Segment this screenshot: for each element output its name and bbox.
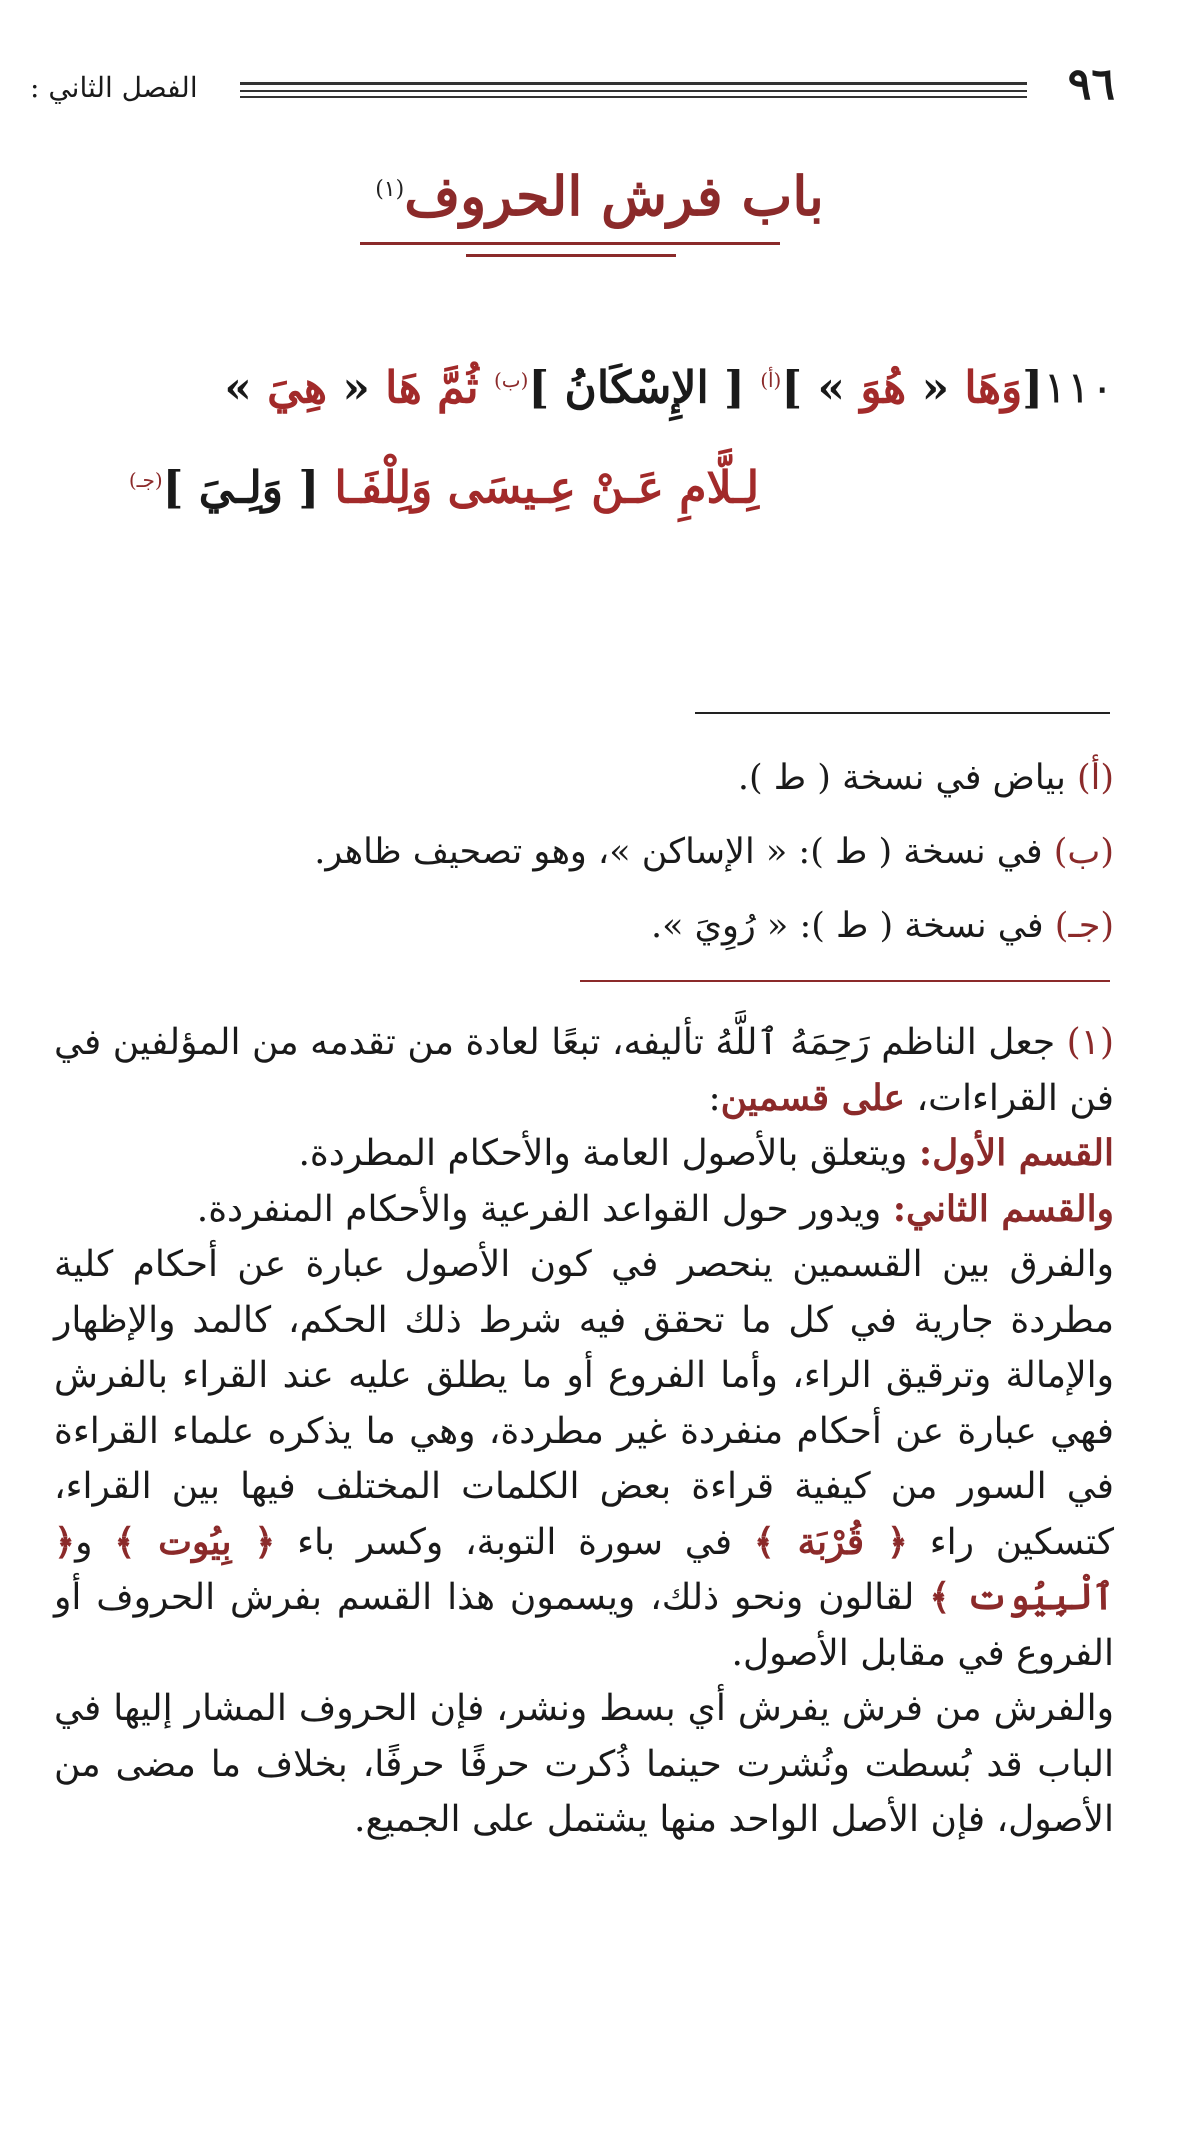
title-underline	[466, 254, 676, 257]
header-rule	[240, 82, 1027, 85]
header-rule	[240, 96, 1027, 98]
verse-word: وَهَا	[964, 362, 1023, 414]
commentary-text: ويتعلق بالأصول العامة والأحكام المطردة.	[298, 1133, 919, 1174]
note-mark: (أ)	[1076, 758, 1114, 798]
note-text: في نسخة ( ط ): « رُوِيَ ».	[650, 906, 1055, 946]
verse-word: وَلِلْفَـا	[334, 462, 433, 514]
verse-text: » ]	[781, 362, 861, 414]
verse-word: لِـلَّامِ	[679, 462, 759, 514]
commentary-text: والفرق بين القسمين ينحصر في كون الأصول عبارة عن أحكام كلية مطردة جارية في كل ما تحقق فيه شرط ذلك الحكم، كالمد والإظهار والإمالة وترقيق الراء، وأما الفروع أو ما يطلق عليه عند القراء بالفرش فهي عبارة عن أحكام منفردة غير مطردة، وهي ما يذكره علماء القراءة في السور من كيفية قراءة بعض الكلمات المختلف فيها بين القراء، كتسكين راء	[54, 1244, 1114, 1563]
commentary-text: لقالون ونحو ذلك، ويسمون هذا القسم بفرش الحروف أو الفروع في مقابل الأصول.	[54, 1577, 1114, 1674]
section-title	[0, 150, 1199, 236]
verse-text: [	[1022, 362, 1044, 414]
commentary-paragraph	[54, 1237, 1114, 1681]
highlight-text: على قسمين	[720, 1076, 905, 1119]
header-rule	[240, 90, 1027, 92]
variant-note	[54, 752, 1114, 804]
verse-text: «	[906, 362, 965, 414]
commentary-footnote	[54, 1015, 1114, 1848]
verse-word: هِيَ	[267, 362, 328, 414]
section-label: والقسم الثاني:	[892, 1187, 1114, 1230]
variant-ref: (ب)	[493, 368, 529, 392]
quran-word: ﴿ قُرْبَة ﴾	[753, 1520, 908, 1563]
verse-word: عَـنْ	[575, 462, 680, 514]
page-header	[30, 60, 1115, 110]
note-mark: (جـ)	[1054, 906, 1114, 946]
commentary-paragraph: والفرش من فرش يفرش أي بسط ونشر، فإن الحروف المشار إليها في الباب قد بُسطت ونُشرت حينما ذُكرت حرفًا حرفًا، بخلاف ما مضى من الأصول، فإن الأصل الواحد منها يشتمل على الجميع.	[54, 1688, 1114, 1840]
commentary-text: ويدور حول القواعد الفرعية والأحكام المنفردة.	[196, 1188, 893, 1230]
chapter-label: الفصل الثاني :	[30, 71, 198, 104]
verse-word: هُوَ	[860, 362, 907, 414]
verse-text: [ الإِسْكَانُ ]	[528, 362, 761, 414]
footnote-ref: (١)	[375, 177, 405, 202]
variant-note	[54, 826, 1114, 878]
footnote-separator	[580, 980, 1110, 982]
verse-line-2	[39, 445, 759, 524]
section-title-text: باب فرش الحروف	[404, 164, 824, 228]
verse-text: »	[224, 362, 268, 414]
verse-word: ثُمَّ هَا	[369, 362, 494, 414]
quran-word: ﴿ بِيُوت ﴾	[114, 1520, 276, 1563]
section-two	[54, 1182, 1114, 1238]
commentary-text: و	[75, 1521, 115, 1563]
footnote-separator	[695, 712, 1110, 714]
commentary-text: في سورة التوبة، وكسر باء	[275, 1521, 754, 1563]
verse-text: [ وَلِـيَ ]	[162, 462, 335, 514]
note-text: بياض في نسخة ( ط ).	[737, 758, 1077, 798]
title-underline	[360, 242, 780, 245]
note-text: في نسخة ( ط ): « الإساكن »، وهو تصحيف ظاهر.	[314, 832, 1054, 872]
section-one	[54, 1126, 1114, 1182]
verse-number: ١١٠	[1043, 362, 1114, 414]
variant-note	[54, 900, 1114, 952]
verse-text: «	[327, 362, 370, 414]
variant-ref: (جـ)	[128, 468, 163, 492]
quran-word: ﴿ ٱلْبِيُوت ﴾	[54, 1520, 1114, 1618]
verse-word: عِـيسَى	[432, 462, 576, 514]
note-mark: (ب)	[1053, 832, 1114, 872]
note-mark: (١)	[1066, 1022, 1114, 1063]
commentary-text: جعل الناظم رَحِمَهُ ٱللَّهُ تأليفه، تبعًا لعادة من تقدمه من المؤلفين في فن القراءات،	[54, 1022, 1114, 1119]
section-label: القسم الأول:	[918, 1132, 1114, 1174]
commentary-intro	[54, 1015, 1114, 1126]
page-number: ٩٦	[1067, 59, 1115, 110]
commentary-text: :	[708, 1077, 721, 1119]
verse-line-1	[64, 345, 1114, 424]
variant-ref: (أ)	[760, 368, 782, 392]
